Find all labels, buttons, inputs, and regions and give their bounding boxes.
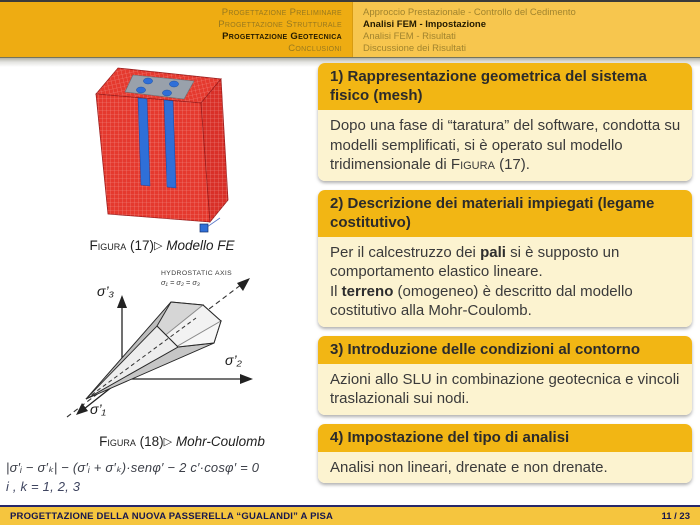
footer-bar [0,507,700,525]
nav-analisi-fem-risultati[interactable]: Analisi FEM - Risultati [363,31,456,42]
section-nav [0,2,352,57]
pile-head-dot [143,78,152,84]
hydrostatic-axis-label: HYDROSTATIC AXIS [161,270,233,277]
caption-figura-18 [72,434,292,449]
content-blocks [318,63,692,483]
sigma2-label: σ’₂ [225,352,242,368]
sigma3-arrow [117,295,127,308]
block-4-title: 4) Impostazione del tipo di analisi [318,424,692,452]
hydrostatic-axis-equation: σ₁ = σ₂ = σ₃ [161,278,200,287]
nav-progettazione-preliminare[interactable]: Progettazione Preliminare [221,7,342,18]
sigma2-arrow [240,374,253,384]
footer-title: PROGETTAZIONE DELLA NUOVA PASSERELLA “GUALANDI” A PISA [10,510,334,522]
block-1-body-text: Dopo una fase di “taratura” del software, condotta su modelli semplificati, si è operato sul modello tridimensionale di [330,117,681,173]
block-3-condizioni [318,336,692,415]
caption-title: Mohr-Coulomb [175,434,265,449]
block-2-materiali [318,190,692,327]
block-2-title: 2) Descrizione dei materiali impiegati (legame costitutivo) [318,190,692,237]
slide-footer [0,505,700,525]
caption-label: Figura (18) [99,434,164,449]
nav-analisi-fem-impostazione[interactable]: Analisi FEM - Impostazione [363,19,486,30]
triangle-marker-icon: ▷ [163,436,173,448]
sigma3-label: σ’₃ [97,283,115,299]
block-3-body: Azioni allo SLU in combinazione geotecnica e vincoli traslazionali sui nodi. [318,364,692,415]
block-2-p2c: (omogeneo) è descritto dal modello costitutivo alla Mohr-Coulomb. [330,282,633,319]
block-2-p2a: Il [330,282,342,300]
caption-label: Figura (17) [89,238,154,253]
block-2-pali: pali [480,243,506,261]
block-4-body: Analisi non lineari, drenate e non drenate. [318,452,692,484]
mohr-coulomb-diagram [62,262,317,432]
block-4-analisi [318,424,692,484]
sigma1-label: σ’₁ [90,401,106,417]
caption-figura-17 [72,238,252,253]
pile-head-dot [169,81,178,87]
block-2-p1a: Per il calcestruzzo dei [330,243,481,261]
pile-head-dot [162,90,171,96]
nav-progettazione-geotecnica[interactable]: Progettazione Geotecnica [222,31,342,42]
page-number: 11 / 23 [661,510,690,522]
block-1-mesh [318,63,692,181]
nav-conclusioni[interactable]: Conclusioni [288,43,342,54]
hydro-axis-arrow [237,278,250,291]
axis-marker-cube [200,224,208,232]
block-2-body [318,237,692,327]
triangle-marker-icon: ▷ [154,240,163,252]
caption-title: Modello FE [166,238,235,253]
formula-line-1: |σ′ᵢ − σ′ₖ| − (σ′ᵢ + σ′ₖ)·senφ′ − 2 c′·cosφ′ = 0 [6,460,260,475]
block-1-body [318,110,692,181]
block-1-figura-ref: Figura [450,156,495,173]
nav-discussione-risultati[interactable]: Discussione dei Risultati [363,43,466,54]
fem-mesh-figure [86,62,238,238]
formula-line-2: i , k = 1, 2, 3 [6,478,81,494]
block-2-terreno: terreno [341,282,394,300]
slide-header [0,0,700,67]
block-2-p1c: si è supposto un comportamento elastico lineare. [330,243,620,280]
pile-head-dot [136,87,145,93]
nav-progettazione-strutturale[interactable]: Progettazione Strutturale [218,19,342,30]
nav-approccio-prestazionale[interactable]: Approccio Prestazionale - Controllo del Cedimento [363,7,576,18]
block-1-title: 1) Rappresentazione geometrica del sistema fisico (mesh) [318,63,692,110]
subsection-nav [352,2,700,57]
mohr-coulomb-formula [6,459,259,497]
block-3-title: 3) Introduzione delle condizioni al contorno [318,336,692,364]
block-1-body-end: (17). [494,156,530,173]
